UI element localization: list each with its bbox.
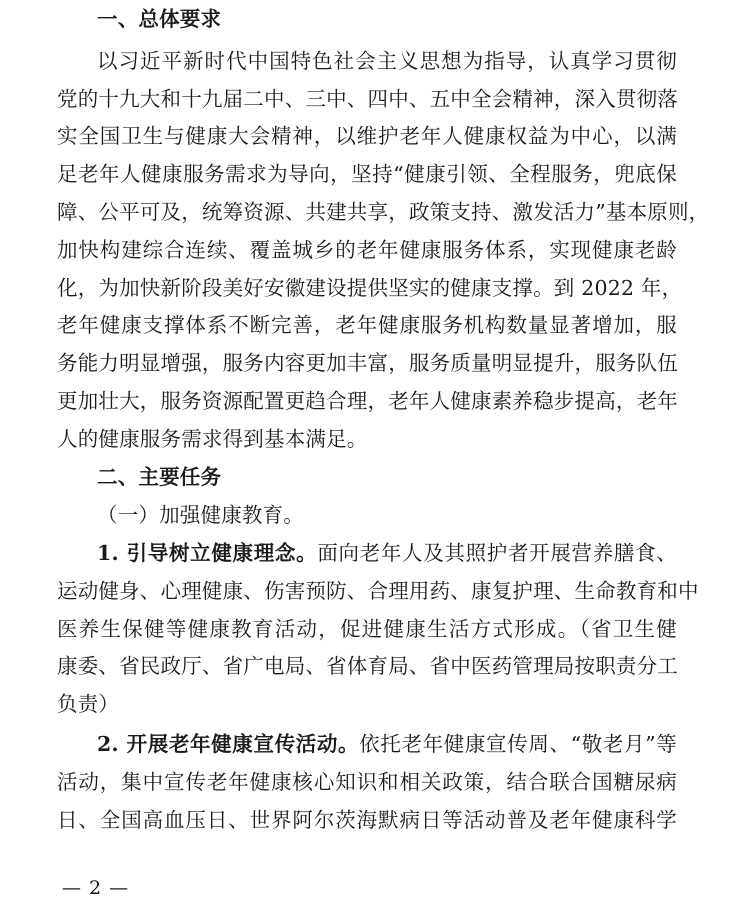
paragraph-line: 以习近平新时代中国特色社会主义思想为指导，认真学习贯彻 <box>97 49 677 73</box>
paragraph-line: 障、公平可及，统筹资源、共建共享，政策支持、激发活力”基本原则， <box>57 200 710 224</box>
paragraph-line: 实全国卫生与健康大会精神，以维护老年人健康权益为中心，以满 <box>57 124 677 148</box>
section-heading-overall-requirements: 一、总体要求 <box>97 7 222 31</box>
task-item-title: 2. 开展老年健康宣传活动。 <box>97 732 360 756</box>
subsection-heading-health-education: （一）加强健康教育。 <box>97 503 304 527</box>
paragraph-line: 更加壮大，服务资源配置更趋合理，老年人健康素养稳步提高，老年 <box>57 389 678 413</box>
task-item-text: 依托老年健康宣传周、“敬老月”等 <box>359 732 677 756</box>
paragraph-line: 人的健康服务需求得到基本满足。 <box>57 427 368 451</box>
paragraph-line: 活动，集中宣传老年健康核心知识和相关政策，结合联合国糖尿病 <box>57 770 677 794</box>
page-number: — 2 — <box>62 877 130 899</box>
paragraph-line <box>97 539 677 567</box>
paragraph-line: 化，为加快新阶段美好安徽建设提供坚实的健康支撑。到 2022 年， <box>57 276 683 300</box>
task-item-text: 面向老年人及其照护者开展营养膳食、 <box>317 541 677 565</box>
paragraph-line: 加快构建综合连续、覆盖城乡的老年健康服务体系，实现健康老龄 <box>57 238 677 262</box>
paragraph-line: 康委、省民政厅、省广电局、省体育局、省中医药管理局按职责分工 <box>57 654 678 678</box>
paragraph-line: 老年健康支撑体系不断完善，老年健康服务机构数量显著增加，服 <box>57 313 677 337</box>
paragraph-line: 党的十九大和十九届二中、三中、四中、五中全会精神，深入贯彻落 <box>57 87 678 111</box>
task-item-title: 1. 引导树立健康理念。 <box>97 541 318 565</box>
paragraph-line: 足老年人健康服务需求为导向，坚持“健康引领、全程服务，兜底保 <box>57 162 677 186</box>
paragraph-line <box>97 730 677 758</box>
paragraph-line: 负责） <box>57 692 120 716</box>
paragraph-line: 日、全国高血压日、世界阿尔茨海默病日等活动普及老年健康科学 <box>57 808 677 832</box>
section-heading-main-tasks: 二、主要任务 <box>97 465 222 489</box>
paragraph-line: 务能力明显增强，服务内容更加丰富，服务质量明显提升，服务队伍 <box>57 351 678 375</box>
paragraph-line: 医养生保健等健康教育活动，促进健康生活方式形成。（省卫生健 <box>57 617 677 641</box>
paragraph-line: 运动健身、心理健康、伤害预防、合理用药、康复护理、生命教育和中 <box>57 579 699 603</box>
